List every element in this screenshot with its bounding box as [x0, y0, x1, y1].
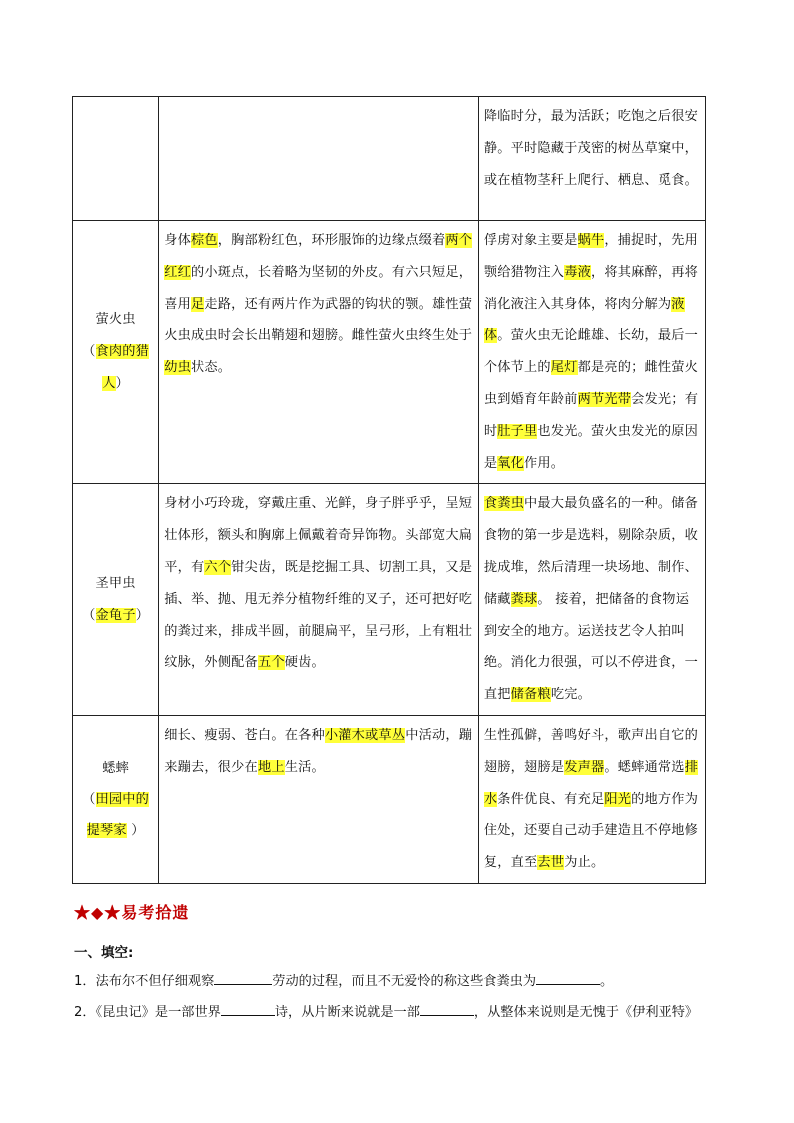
cell-text: 。萤火虫无论雌雄、长幼，最后一个体节上的: [483, 328, 699, 376]
cell-text: 硬齿。: [284, 655, 325, 671]
habits-cell: [478, 484, 705, 716]
cell-text: 为止。: [564, 855, 605, 871]
cell-text: ，将其麻醉，再将消化液注入其身体，将肉分解为: [483, 264, 699, 312]
features-cell: [159, 715, 479, 883]
name-cell: [73, 97, 159, 221]
cell-text: 身材小巧玲珑，穿戴庄重、光鲜，身子胖乎乎，呈短壮体形，额头和胸廓上佩戴着奇异饰物。头部宽大扁平，有: [164, 496, 473, 575]
insect-name: 圣甲虫: [95, 575, 136, 591]
fill-blank-heading: 一、填空:: [74, 945, 134, 961]
cell-text: ，捕捉时，先用颚给猎物注入: [483, 233, 699, 280]
insect-name: 蟋蟀: [102, 760, 129, 776]
cell-text: 身体: [164, 233, 191, 248]
cell-text: 走路，还有两片作为武器的钩状的颚。雄性萤火虫成虫时会长出鞘翅和翅膀。雌性萤火虫终生处于: [164, 296, 473, 344]
cell-text: 俘虏对象主要是: [483, 233, 578, 248]
highlighted-keyword: 毒液: [564, 264, 591, 280]
habits-cell: [478, 715, 705, 883]
cell-text: 的小斑点，长着略为坚韧的外皮。有六只短足，喜用: [164, 264, 473, 312]
answer-blank[interactable]: [214, 972, 272, 985]
cell-text: 状态。: [191, 360, 232, 376]
highlighted-keyword: 排水: [483, 759, 699, 807]
highlighted-keyword: 液体: [483, 296, 685, 344]
table-row: [73, 97, 706, 221]
highlighted-keyword: 去世: [537, 855, 565, 871]
cell-text: 。 接着，把储备的食物运到安全的地方。运送技艺令人拍叫绝。消化力很强，可以不停进食，一直把: [483, 591, 699, 703]
features-cell: [159, 484, 479, 716]
cell-text: 钳尖齿，既是挖掘工具、切割工具，又是插、举、抛、甩无养分植物纤维的叉子，还可把好吃的粪过来，排成半圆，前腿扁平，呈弓形，上有粗壮纹脉，外侧配备: [164, 559, 473, 671]
cell-text: 也发光。萤火虫发光的原因是: [483, 423, 699, 471]
cell-text: 都是亮的；雌性萤火虫到婚育年龄前: [483, 360, 699, 407]
highlighted-keyword: 氧化: [497, 455, 525, 471]
highlighted-keyword: 足: [191, 296, 205, 312]
insect-nickname: （食肉的猎人）: [82, 344, 150, 392]
highlighted-keyword: 阳光: [604, 791, 632, 807]
cell-text: 的地方作为住处，还要自己动手建造且不停地修复，直至: [483, 791, 699, 871]
highlighted-keyword: 六个: [204, 559, 232, 575]
highlighted-keyword: 尾灯: [550, 360, 578, 376]
table-row: [73, 715, 706, 883]
answer-blank[interactable]: [420, 1003, 474, 1016]
highlighted-keyword: 两节光带: [577, 391, 632, 407]
section-title: ★◆★易考拾遗: [74, 903, 190, 922]
cell-text: 细长、瘦弱、苍白。在各种: [164, 727, 325, 743]
cell-text: 会发光；有时: [483, 391, 699, 439]
highlighted-keyword: 两个红红: [164, 233, 473, 280]
highlighted-keyword: 蜗牛: [577, 233, 605, 248]
highlighted-keyword: 棕色: [191, 233, 218, 248]
question-2: 2．《昆虫记》是一部世界 诗，从片断来说就是一部 ，从整体来说则是无愧于《伊利亚特》: [74, 1005, 699, 1020]
insect-nickname: （田园中的提琴家 ）: [82, 792, 150, 839]
name-cell: [73, 715, 159, 883]
insect-name: 萤火虫: [95, 312, 136, 328]
insect-nickname: （金龟子）: [82, 607, 150, 623]
features-cell: [159, 221, 479, 484]
star-diamond-icon: ★◆★: [74, 903, 122, 922]
highlighted-keyword: 小灌木或草丛: [324, 727, 406, 743]
cell-text: 作用。: [524, 455, 565, 471]
answer-blank[interactable]: [536, 972, 600, 985]
cell-text: 生活。: [284, 759, 325, 775]
cell-text: 中活动，蹦来蹦去，很少在: [164, 727, 473, 775]
cell-text: 条件优良、有充足: [497, 791, 605, 807]
highlighted-keyword: 幼虫: [164, 360, 191, 376]
cell-text: ，胸部粉红色，环形服饰的边缘点缀着: [217, 233, 446, 248]
question-1: 1．法布尔不但仔细观察 劳动的过程，而且不无爱怜的称这些食粪虫为 。: [74, 974, 614, 989]
cell-text: 中最大最负盛名的一种。储备食物的第一步是选料，剔除杂质，收拢成堆，然后清理一块场地、制作、储藏: [483, 496, 699, 607]
highlighted-keyword: 食粪虫: [483, 496, 525, 512]
cell-text: 生性孤僻，善鸣好斗，歌声出自它的翅膀，翅膀是: [483, 727, 699, 775]
highlighted-keyword: 发声器: [564, 759, 605, 775]
insect-table: [72, 96, 706, 884]
name-cell: [73, 484, 159, 716]
table-row: [73, 484, 706, 716]
highlighted-keyword: 粪球: [510, 591, 538, 607]
answer-blank[interactable]: [221, 1003, 275, 1016]
cell-text: 吃完。: [550, 687, 591, 703]
features-cell: [159, 97, 479, 221]
name-cell: [73, 221, 159, 484]
habits-cell: [478, 221, 705, 484]
habits-cell: 降临时分，最为活跃；吃饱之后很安静。平时隐藏于茂密的树丛草窠中，或在植物茎秆上爬行、栖息、觅食。: [478, 97, 705, 221]
highlighted-keyword: 地上: [257, 759, 285, 775]
highlighted-keyword: 储备粮: [510, 687, 551, 703]
cell-text: 。蟋蟀通常选: [604, 759, 685, 775]
table-row: [73, 221, 706, 484]
highlighted-keyword: 肚子里: [497, 423, 538, 439]
highlighted-keyword: 五个: [257, 655, 285, 671]
